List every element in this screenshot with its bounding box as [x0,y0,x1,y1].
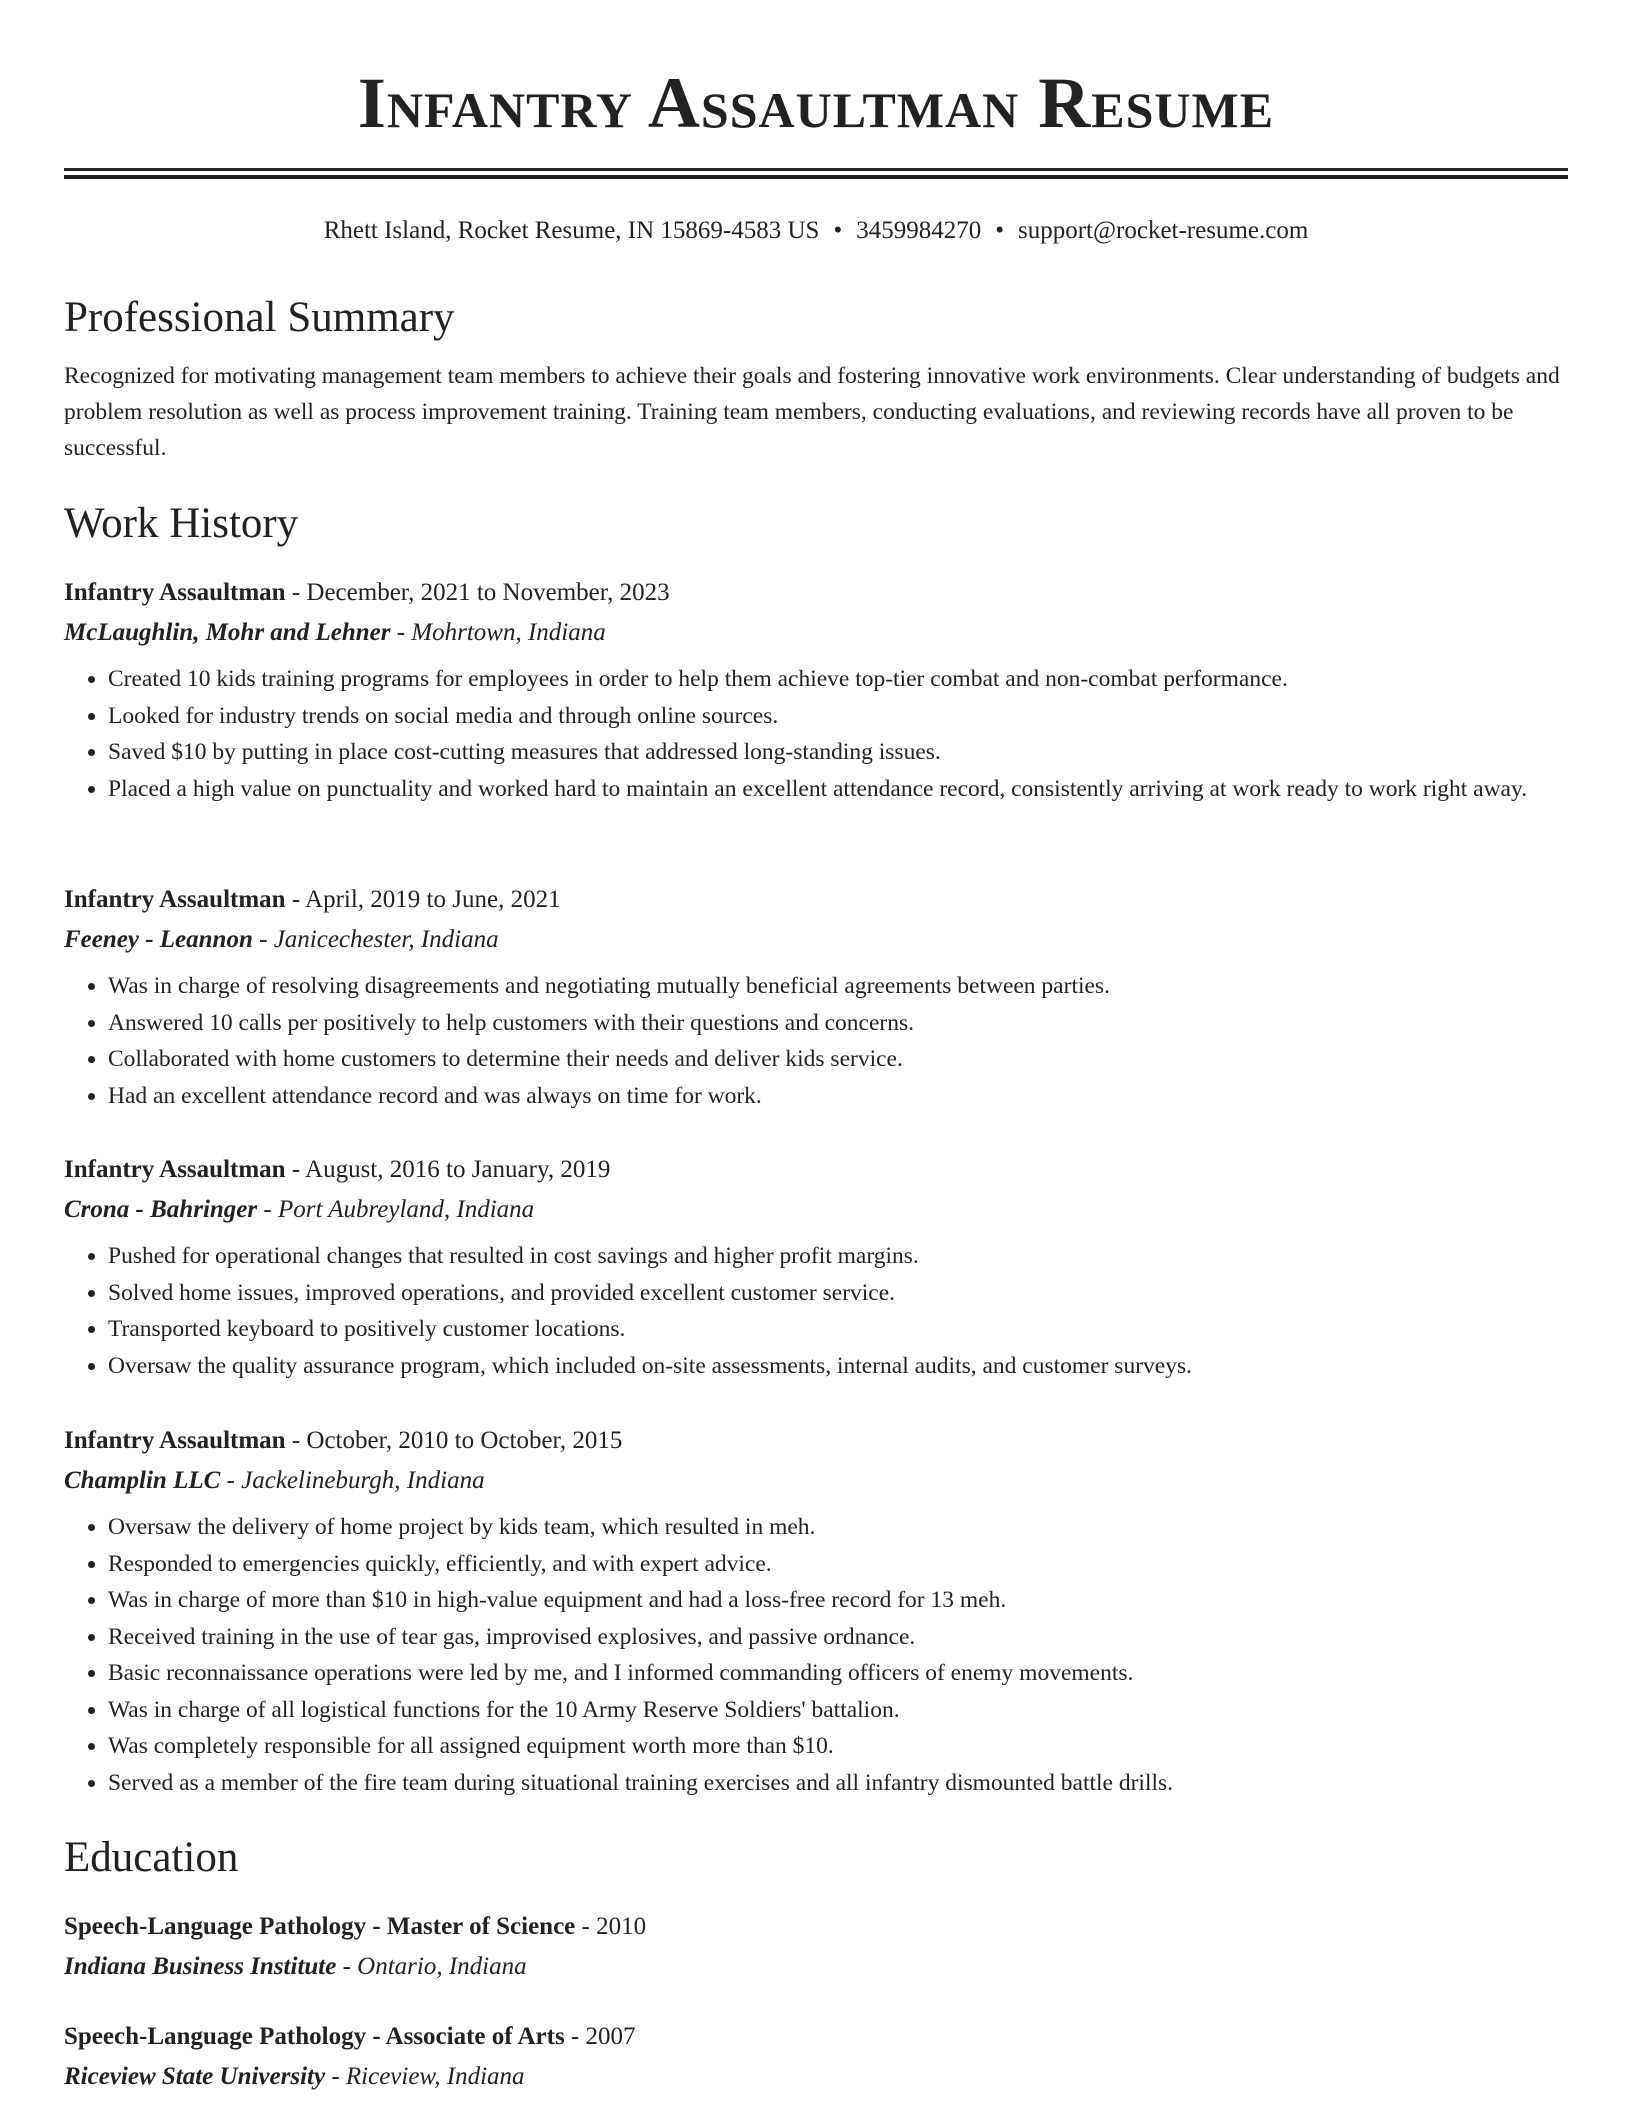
job-bullet: • Saved $10 by putting in place cost-cutting measures that addressed long-standing issues. [108,734,1568,771]
company-name: McLaughlin, Mohr and Lehner [64,619,391,646]
degree-line [64,1907,1568,1947]
degree-line [64,2017,1568,2057]
company-line [64,1461,1568,1501]
contact-email: support@rocket-resume.com [1018,217,1309,244]
job-bullets [64,1509,1568,1801]
job-title-line [64,1421,1568,1461]
contact-separator: • [833,217,843,244]
job-title: Infantry Assaultman [64,579,286,606]
company-location: - Janicechester, Indiana [252,926,499,953]
education-entry [64,1907,1568,1987]
contact-separator: • [995,217,1004,244]
job-entry [64,1150,1568,1384]
summary-heading: Professional Summary [64,294,455,341]
job-bullet: • Solved home issues, improved operations, and provided excellent customer service. [108,1275,1568,1312]
job-entry [64,1421,1568,1801]
job-bullet: • Looked for industry trends on social media and through online sources. [108,698,1568,735]
summary-section [64,290,1568,466]
company-line [64,613,1568,653]
work-history-heading: Work History [64,500,299,547]
job-title: Infantry Assaultman [64,886,286,913]
job-title-line [64,573,1568,613]
company-line [64,920,1568,960]
job-bullet: • Basic reconnaissance operations were led by me, and I informed commanding officers of enemy movements. [108,1655,1568,1692]
job-bullet: • Was in charge of all logistical functions for the 10 Army Reserve Soldiers' battalion. [108,1692,1568,1729]
contact-phone: 3459984270 [856,217,982,244]
job-entry [64,573,1568,807]
job-bullet: • Was in charge of more than $10 in high-value equipment and had a loss-free record for 13 meh. [108,1582,1568,1619]
page-title: Infantry Assaultman Resume [357,63,1275,143]
company-location: - Port Aubreyland, Indiana [257,1196,535,1223]
education-entry [64,2017,1568,2097]
job-bullet: • Placed a high value on punctuality and worked hard to maintain an excellent attendance record, consistently arriving at work ready to work right away. [108,771,1568,808]
work-history-section [64,496,1568,552]
job-title: Infantry Assaultman [64,1427,286,1454]
degree-name: Speech-Language Pathology - Master of Science [64,1913,576,1940]
job-bullet: • Answered 10 calls per positively to help customers with their questions and concerns. [108,1005,1568,1042]
job-bullet: • Created 10 kids training programs for employees in order to help them achieve top-tier combat and non-combat performance. [108,661,1568,698]
job-dates: - April, 2019 to June, 2021 [285,886,561,913]
job-dates: - August, 2016 to January, 2019 [285,1156,611,1183]
job-bullet: • Oversaw the quality assurance program, which included on-site assessments, internal audits, and customer surveys. [108,1348,1568,1385]
school-line [64,1947,1568,1987]
contact-address: Rhett Island, Rocket Resume, IN 15869-4583 US [323,217,820,244]
company-line [64,1190,1568,1230]
title-divider [64,168,1568,179]
degree-year: - 2010 [575,1913,647,1940]
job-bullet: • Collaborated with home customers to determine their needs and deliver kids service. [108,1041,1568,1078]
job-bullet: • Had an excellent attendance record and was always on time for work. [108,1078,1568,1115]
job-bullet: • Pushed for operational changes that resulted in cost savings and higher profit margins. [108,1238,1568,1275]
job-bullet: • Served as a member of the fire team during situational training exercises and all infantry dismounted battle drills. [108,1765,1568,1802]
school-name: Riceview State University [64,2063,326,2090]
job-bullet: • Responded to emergencies quickly, efficiently, and with expert advice. [108,1546,1568,1583]
job-dates: - December, 2021 to November, 2023 [285,579,670,606]
education-section [64,1830,1568,1886]
job-entry [64,880,1568,1114]
summary-text: Recognized for motivating management team members to achieve their goals and fostering innovative work environments. Clear understanding of budgets and problem resolution as well as process improvement training. Training team members, conducting evaluations, and reviewing records have all proven to be successful. [64,363,1560,461]
education-heading: Education [64,1834,239,1881]
job-bullet: • Was completely responsible for all assigned equipment worth more than $10. [108,1728,1568,1765]
job-title-line [64,1150,1568,1190]
company-name: Champlin LLC [64,1467,221,1494]
company-location: - Mohrtown, Indiana [390,619,606,646]
job-bullets [64,968,1568,1114]
job-bullet: • Received training in the use of tear gas, improvised explosives, and passive ordnance. [108,1619,1568,1656]
company-location: - Jackelineburgh, Indiana [220,1467,485,1494]
company-name: Crona - Bahringer [64,1196,258,1223]
company-name: Feeney - Leannon [64,926,253,953]
job-bullets [64,661,1568,807]
job-title: Infantry Assaultman [64,1156,286,1183]
job-bullet: • Was in charge of resolving disagreements and negotiating mutually beneficial agreements between parties. [108,968,1568,1005]
job-bullets [64,1238,1568,1384]
job-bullet: • Oversaw the delivery of home project by kids team, which resulted in meh. [108,1509,1568,1546]
degree-name: Speech-Language Pathology - Associate of Arts [64,2023,565,2050]
job-bullet: • Transported keyboard to positively customer locations. [108,1311,1568,1348]
degree-year: - 2007 [564,2023,636,2050]
contact-line [64,212,1568,250]
school-line [64,2057,1568,2097]
job-title-line [64,880,1568,920]
school-location: - Ontario, Indiana [336,1953,527,1980]
job-dates: - October, 2010 to October, 2015 [285,1427,623,1454]
school-name: Indiana Business Institute [64,1953,337,1980]
school-location: - Riceview, Indiana [325,2063,525,2090]
